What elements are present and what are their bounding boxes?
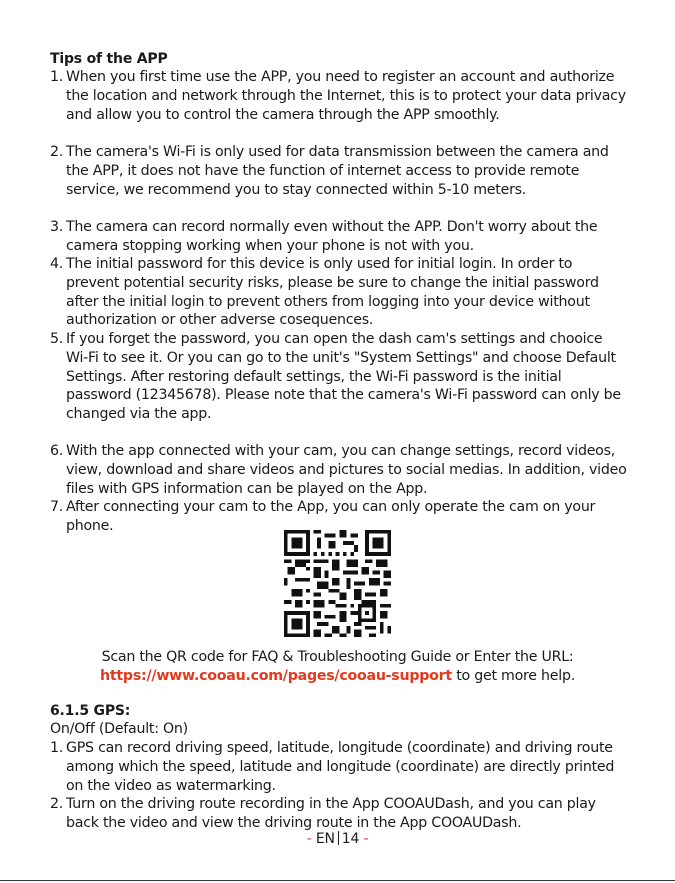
support-url-suffix: to get more help. (451, 668, 575, 684)
tip-number: 2. (50, 144, 64, 160)
page-number: 14 (341, 831, 360, 847)
qr-caption: Scan the QR code for FAQ & Troubleshooting Guide or Enter the URL: (101, 649, 574, 665)
gps-number: 1. (50, 740, 64, 756)
gps-default-setting: On/Off (Default: On) (50, 721, 188, 737)
gps-heading: 6.1.5 GPS: (50, 703, 131, 719)
gps-text: GPS can record driving speed, latitude, longitude (coordinate) and driving route among which the speed, latitude and longitude (coordinate) are directly printed on the video as watermarking. (66, 740, 615, 794)
tip-number: 4. (50, 256, 64, 272)
tip-item-2 (50, 143, 628, 199)
tip-number: 3. (50, 219, 64, 235)
tip-item-1 (50, 68, 628, 124)
tip-number: 5. (50, 331, 64, 347)
tip-number: 6. (50, 443, 64, 459)
tip-text: The camera can record normally even without the APP. Don't worry about the camera stopping working when your phone is not with you. (66, 219, 598, 254)
footer-dash: - (306, 831, 312, 847)
footer-lang: EN (315, 831, 335, 847)
tip-item-6 (50, 442, 628, 498)
support-link-line (0, 668, 675, 684)
tip-text: With the app connected with your cam, you can change settings, record videos, view, download and share videos and pictures to social medias. In addition, video files with GPS information can be played on the App. (66, 443, 627, 497)
tip-item-3 (50, 218, 628, 256)
tip-text: The initial password for this device is only used for initial login. In order to prevent potential security risks, please be sure to change the initial password after the initial login to prevent others from logging into your device without authorization or other adverse cosequences. (66, 256, 599, 329)
gps-number: 2. (50, 796, 64, 812)
gps-item-1 (50, 739, 628, 795)
tip-number: 7. (50, 499, 64, 515)
gps-item-2 (50, 795, 628, 833)
page-footer (0, 831, 675, 847)
gps-text: Turn on the driving route recording in the App COOAUDash, and you can play back the video and view the driving route in the App COOAUDash. (66, 796, 596, 831)
tip-item-4 (50, 255, 628, 330)
tip-text: When you first time use the APP, you need to register an account and authorize the location and network through the Internet, this is to protect your data privacy and allow you to control the camera through the APP smoothly. (66, 69, 626, 123)
tip-text: After connecting your cam to the App, you can only operate the cam on your phone. (66, 499, 596, 534)
footer-divider (338, 831, 339, 845)
support-url-link[interactable]: https://www.cooau.com/pages/cooau-support (100, 668, 452, 684)
tip-number: 1. (50, 69, 64, 85)
tip-text: The camera's Wi-Fi is only used for data transmission between the camera and the APP, it does not have the function of internet access to provide remote service, we recommend you to stay connected within 5-10 meters. (66, 144, 609, 198)
bottom-divider (0, 880, 675, 881)
footer-dash: - (363, 831, 369, 847)
tips-heading: Tips of the APP (50, 51, 168, 67)
tip-item-5 (50, 330, 628, 424)
tip-text: If you forget the password, you can open the dash cam's settings and chooice Wi-Fi to see it. Or you can go to the unit's "System Settings" and choose Default Settings. After restoring default settings, the Wi-Fi password is the initial password (12345678). Please note that the camera's Wi-Fi password can only be changed via the app. (66, 331, 621, 423)
qr-code-icon (284, 530, 391, 637)
